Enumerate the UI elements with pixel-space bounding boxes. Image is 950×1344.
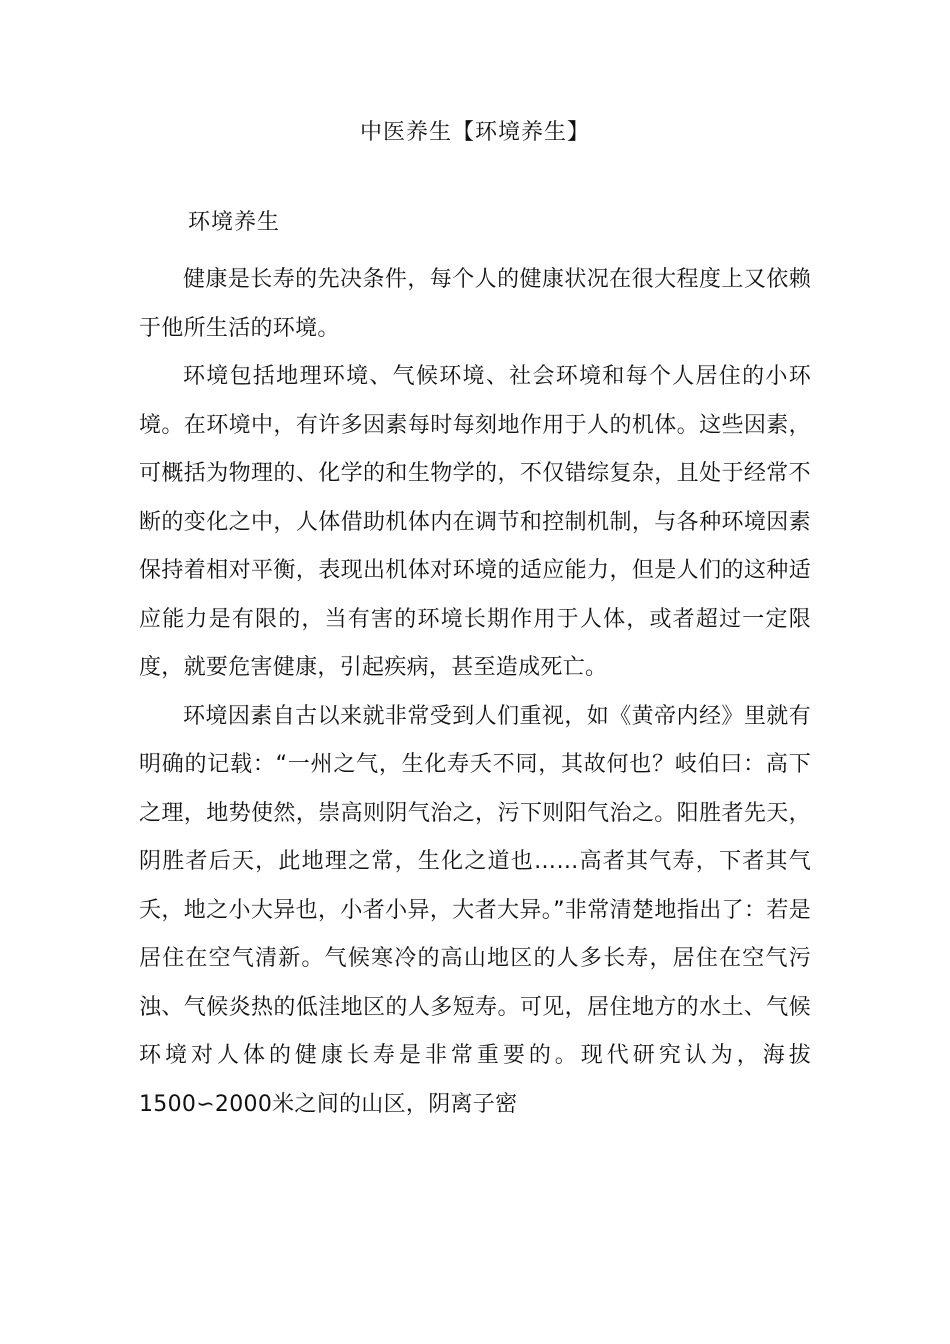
section-heading: 环境养生 [188, 210, 281, 235]
paragraph-1: 健康是长寿的先决条件，每个人的健康状况在很大程度上又依赖于他所生活的环境。 [139, 267, 811, 341]
paragraph-2: 环境包括地理环境、气候环境、社会环境和每个人居住的小环境。在环境中，有许多因素每时每刻地作用于人的机体。这些因素，可概括为物理的、化学的和生物学的，不仅错综复杂，且处于经常不断的变化之中，人体借助机体内在调节和控制机制，与各种环境因素保持着相对平衡，表现出机体对环境的适应能力，但是人们的这种适应能力是有限的，当有害的环境长期作用于人体，或者超过一定限度，就要危害健康，引起疾病，甚至造成死亡。 [139, 364, 811, 680]
document-body [139, 256, 811, 1129]
document-title: 中医养生【环境养生】 [359, 120, 590, 145]
paragraph-3: 环境因素自古以来就非常受到人们重视，如《黄帝内经》里就有明确的记载：“一州之气，生化寿夭不同，其故何也？岐伯曰：高下之理，地势使然，崇高则阴气治之，污下则阳气治之。阳胜者先天，阴胜者后天，此地理之常，生化之道也……高者其气寿，下者其气夭，地之小大异也，小者小异，大者大异。”非常清楚地指出了：若是居住在空气清新。气候寒冷的高山地区的人多长寿，居住在空气污浊、气候炎热的低洼地区的人多短寿。可见，居住地方的水土、气候环境对人体的健康长寿是非常重要的。现代研究认为，海拔1500∽2000米之间的山区，阴离子密 [139, 703, 811, 1117]
